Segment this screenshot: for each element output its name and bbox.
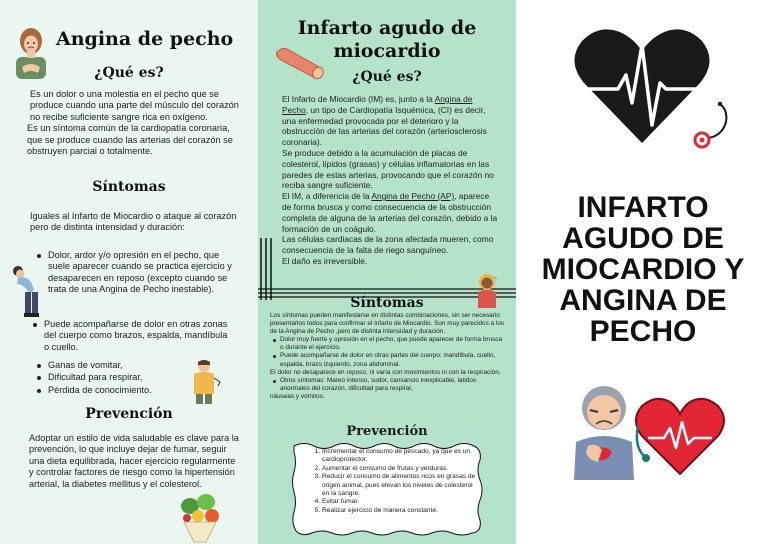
cover-title-line: PECHO xyxy=(589,315,697,348)
que-es-p2: Es un síntoma común de la cardiopatía coronaria, que se produce cuando las arterias del corazón se obstruyen parcial o totalmente. xyxy=(27,123,233,157)
infarto-p5: El daño es irreversible. xyxy=(282,255,368,266)
sintomas-list xyxy=(34,250,234,296)
list-item: Dolor muy fuerte y opresión en el pecho, que puede aparecer de forma brusca o durante el ejercicio. xyxy=(270,336,506,352)
list-item: Otros síntomas: Mareo intenso, sudor, cansancio inexplicable, latidos anormales del corazón, dificultad para respirar, xyxy=(270,377,506,393)
infarto-que-es-heading: ¿Qué es? xyxy=(352,69,422,85)
cover-title-line: INFARTO xyxy=(577,191,709,224)
que-es-p1: Es un dolor o una molestia en el pecho que se produce cuando una parte del músculo del corazón no recibe suficiente sangre rica en oxígeno. xyxy=(30,89,239,122)
infarto-p3 xyxy=(282,191,498,234)
list-item: Dificultad para respirar, xyxy=(34,372,194,383)
infarto-sintomas-intro: Los síntomas pueden manifestarse en distintas combinaciones, sin ser necesario presentarlos todos para confirmar el Infarto de Miocardio. Son muy parecidos a los de la Angina de Pecho ,pero de distinta intensidad y duración. xyxy=(270,312,505,336)
sintomas-b2-block xyxy=(30,319,232,353)
que-es-heading: ¿Qué es? xyxy=(94,65,164,81)
elderly-man-chest-pain-icon xyxy=(568,382,640,480)
vegetables-icon xyxy=(176,492,224,544)
list-item: Dolor, ardor y/o opresión en el pecho, que suele aparecer cuando se practica ejercicio y desaparecen en reposo (excepto cuando se trata de una Angina de Pecho inestable). xyxy=(34,250,234,296)
infarto-p2: Se produce debido a la acumulación de placas de colesterol, lípidos (grasas) y células inflamatorias en las paredes de estas arterias, provocando que el corazón no reciba sangre suficiente. xyxy=(282,147,494,191)
list-item: 5. Realizar ejercicio de manera constante. xyxy=(322,507,480,515)
infarto-sintomas-heading: Síntomas xyxy=(350,295,424,311)
infarto-title-line1: Infarto agudo de xyxy=(297,17,477,39)
que-es-text xyxy=(27,89,241,157)
man-holding-chest-icon xyxy=(188,358,226,406)
sintomas-intro: Iguales al Infarto de Miocardio o ataque al corazón pero de distinta intensidad y duración: xyxy=(30,211,237,233)
list-item: 2. Aumentar el consumo de frutas y verduras. xyxy=(322,465,480,473)
sintomas-heading: Síntomas xyxy=(92,179,166,195)
infarto-sintomas-list xyxy=(270,336,506,368)
panel-infarto xyxy=(258,0,516,544)
cover-title-line: MIOCARDIO Y xyxy=(541,253,745,286)
angina-ap-link[interactable]: Angina de Pecho (AP) xyxy=(371,191,455,202)
list-item: Puede acompañarse de dolor en otras zonas del cuerpo como brazos, espalda, mandíbula o cuello. xyxy=(30,319,232,353)
list-item: 4. Evitar fumar. xyxy=(322,498,480,506)
infarto-sintomas-cont: náuseas y vómitos. xyxy=(270,392,325,400)
infarto-prevencion-heading: Prevención xyxy=(346,424,428,439)
list-item: 3. Reducir el consumo de alimentos ricos en grasas de origen animal, pues elevan los niveles de colesterol en la sangre. xyxy=(322,473,480,498)
list-item: Ganas de vomitar, xyxy=(34,360,194,371)
infarto-p1-text: El Infarto de Miocardio (IM) es, junto a la xyxy=(282,94,435,104)
angina-link[interactable]: Angina de Pecho xyxy=(282,94,473,115)
cover-title-line: AGUDO DE xyxy=(562,222,724,255)
list-item: Pérdida de conocimiento. xyxy=(34,385,194,396)
infarto-sintomas-text xyxy=(270,312,506,401)
infarto-p1 xyxy=(282,94,498,148)
sintomas-list-short xyxy=(34,360,194,396)
infarto-p1-text-cont: , un tipo de Cardiopatía Isquémica, (CI) es decir, una enfermedad provocada por el deterioro y la obstrucción de las arterias del corazón (arteriosclerosis coronaria). xyxy=(282,104,487,148)
cover-title-line: ANGINA DE xyxy=(559,284,727,317)
list-item: Puede acompañarse de dolor en otras partes del cuerpo: mandíbula, cuello, espalda, brazo izquierdo, zona abdominal. xyxy=(270,352,506,368)
infarto-title-line2: miocardio xyxy=(333,40,441,62)
red-heart-icon xyxy=(634,396,728,478)
cover-title xyxy=(528,192,758,347)
infarto-sintomas-list-2 xyxy=(270,377,506,393)
infarto-p3-text-cont: , aparece de forma brusca y como consecuencia de la obstrucción completa de alguna de la arterias del corazón, debido a la formación de un coágulo. xyxy=(282,191,498,234)
list-item: 1. Incrementar el consumo de pescado, ya que es un cardioprotector. xyxy=(322,448,480,465)
panel-angina xyxy=(0,0,258,544)
panel-cover xyxy=(516,0,768,544)
prevencion-heading: Prevención xyxy=(85,406,173,422)
infarto-sintomas-note: El dolor no desaparece en reposo, ni varía con movimientos ni con la respiración. xyxy=(270,368,501,376)
prevencion-list xyxy=(312,448,480,515)
page-title: Angina de pecho xyxy=(56,28,234,50)
stethoscope-icon xyxy=(684,100,736,152)
infarto-p3-text: El IM, a diferencia de la xyxy=(282,191,372,202)
infarto-p4: Las células cardiacas de la zona afectada mueren, como consecuencia de la falta de riego sanguíneo. xyxy=(282,234,494,256)
prevencion-text: Adoptar un estilo de vida saludable es clave para la prevención, lo que incluye dejar de fumar, seguir una dieta equilibrada, hacer ejercicio regularmente y controlar factores de riesgo como la hipertensión arterial, la diabetes mellitus y el colesterol. xyxy=(29,433,239,489)
